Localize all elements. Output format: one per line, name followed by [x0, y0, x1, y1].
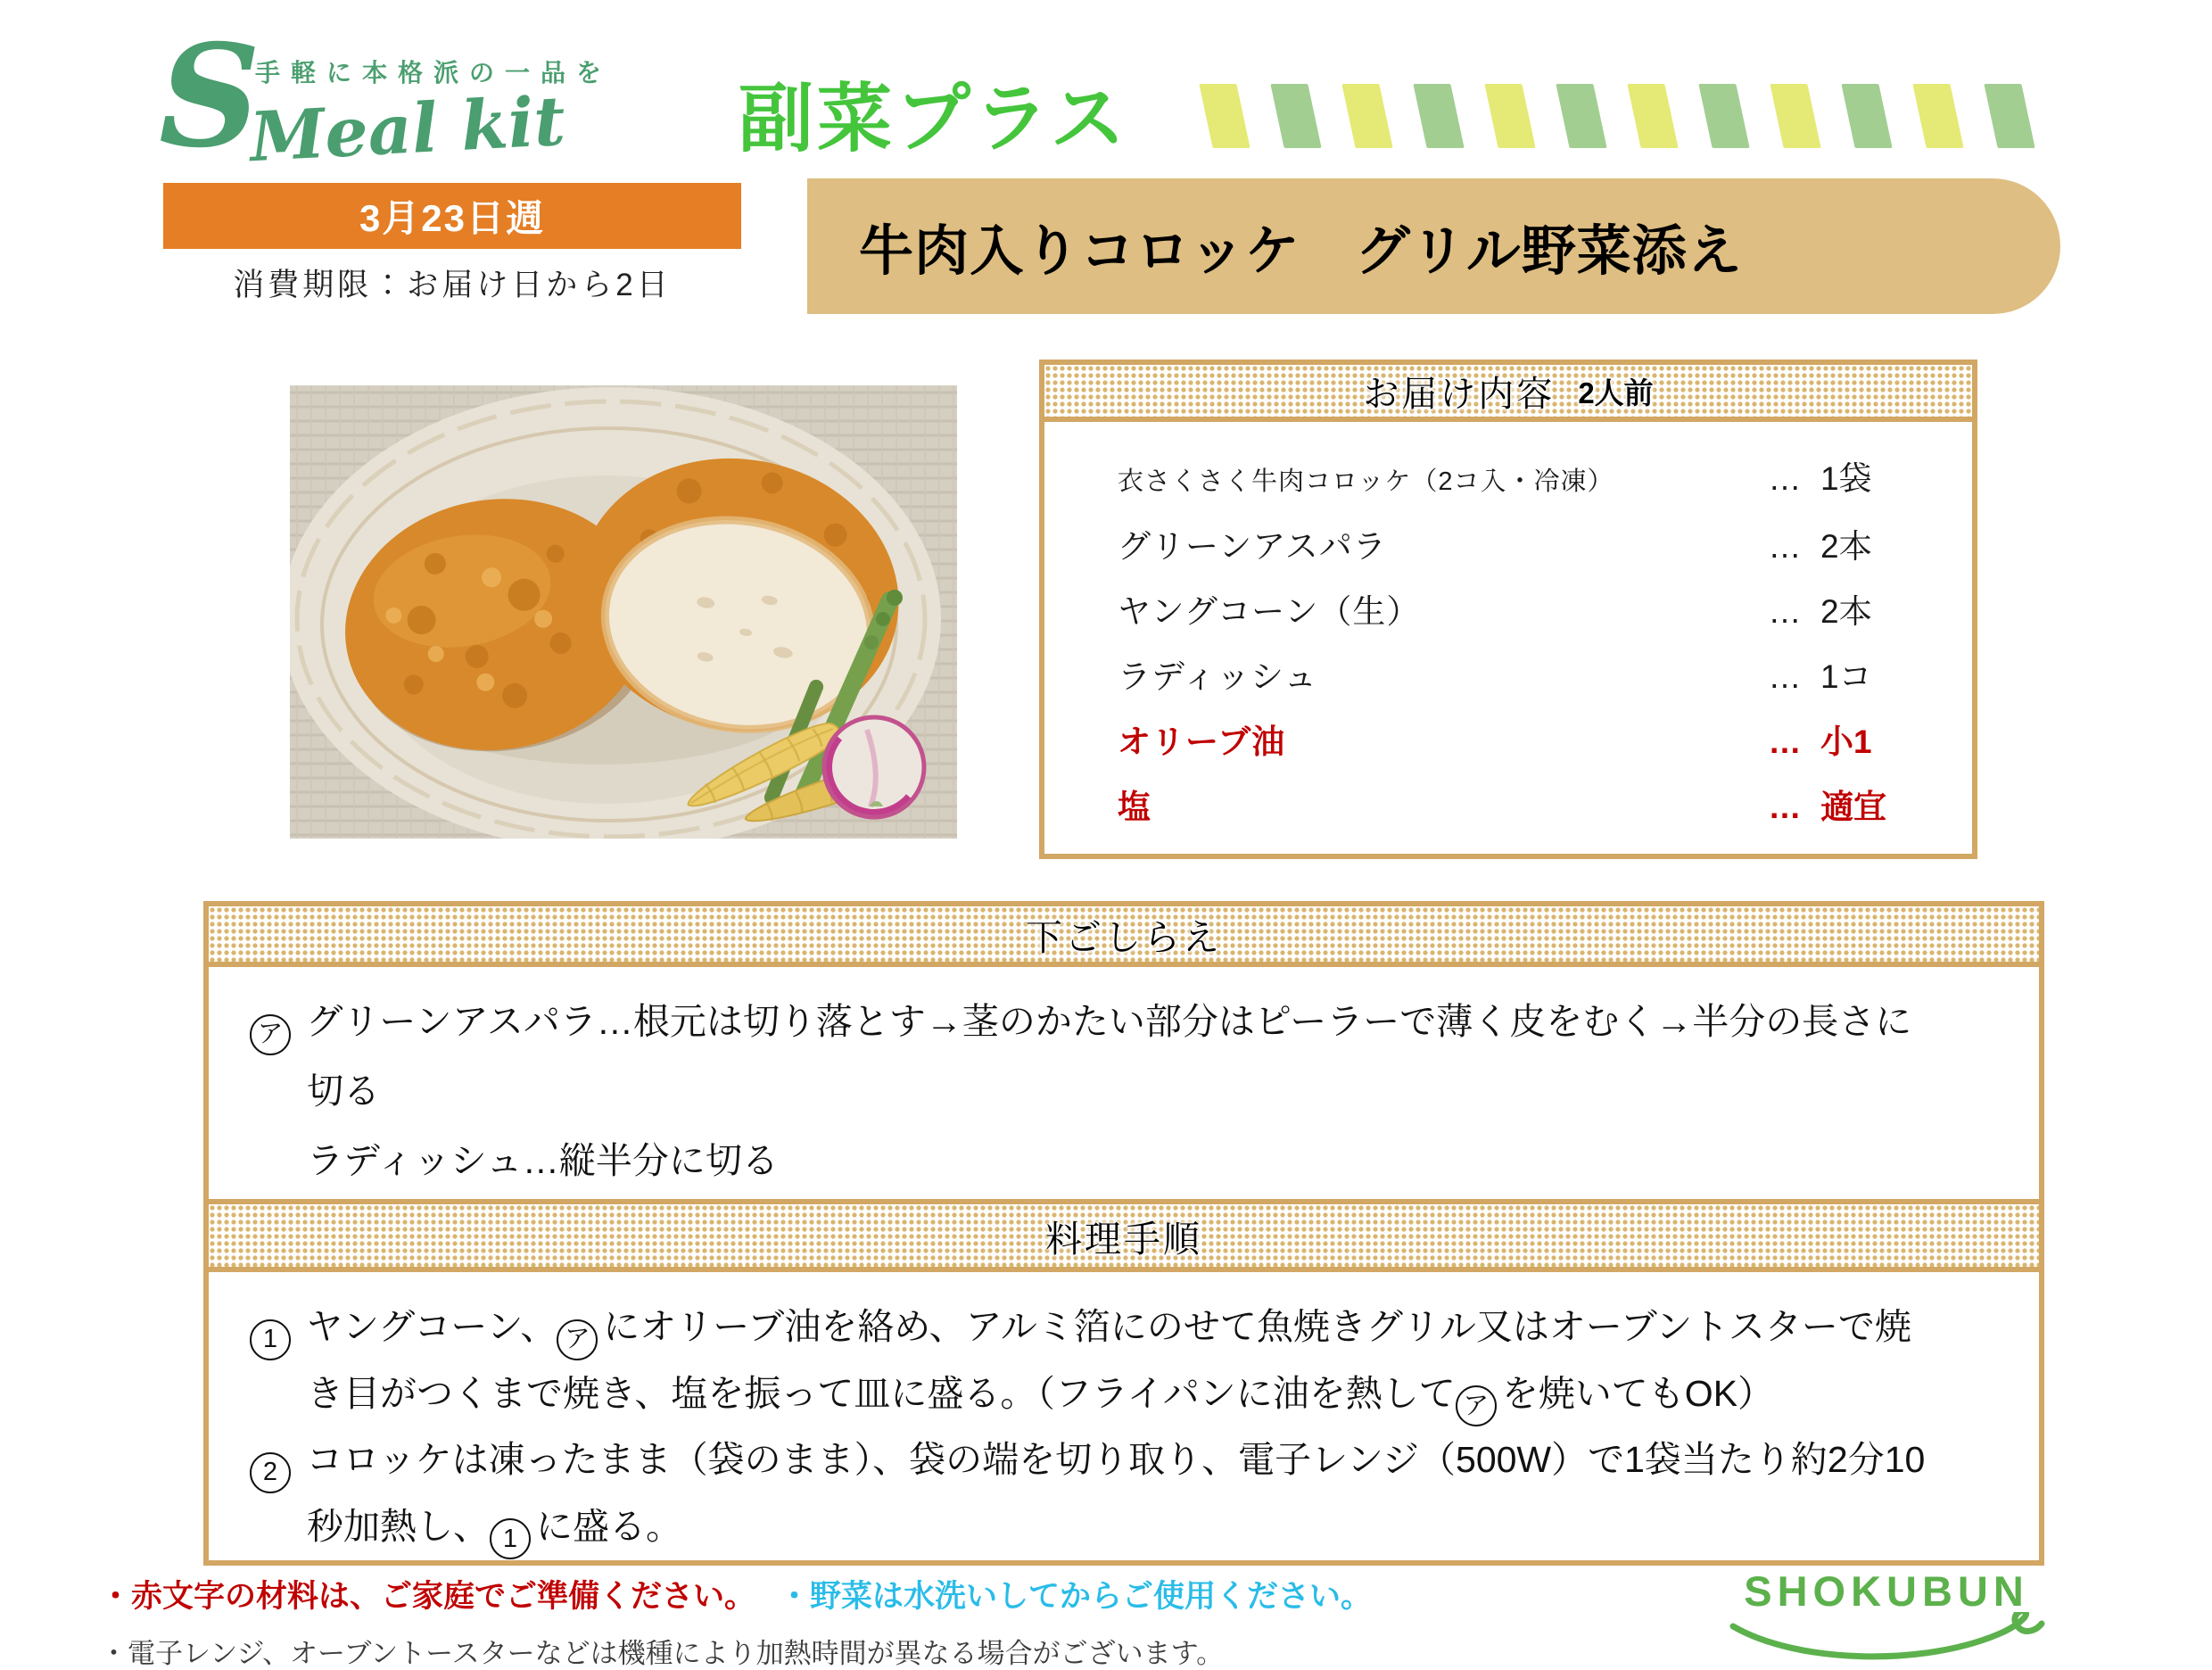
shokubun-logo-text: SHOKUBUN [1744, 1567, 2029, 1615]
circled-a-icon: ア [250, 1014, 291, 1055]
item-leader: … [1768, 460, 1802, 497]
delivery-contents-box [1039, 360, 1977, 859]
step-line: 秒加熱し、 1 に盛る。 [250, 1493, 2007, 1560]
circled-2-icon: 2 [250, 1452, 291, 1493]
stripe [1413, 84, 1464, 148]
item-name: オリーブ油 [1118, 723, 1286, 760]
prep-line: 切る [307, 1071, 380, 1112]
circled-a-icon: ア [1456, 1385, 1497, 1426]
item-name: グリーンアスパラ [1118, 528, 1387, 565]
item-name: 塩 [1118, 789, 1151, 825]
item-leader: … [1768, 789, 1802, 825]
recipe-title-bar [807, 178, 2060, 314]
delivery-header [1044, 365, 1972, 422]
note-gray-appliance: ・電子レンジ、オーブントースターなどは機種により加熱時間が異なる場合がございます。 [100, 1638, 1225, 1669]
week-banner: 3月23日週 [163, 183, 741, 249]
circled-a-icon: ア [557, 1319, 598, 1360]
stripe [1770, 84, 1820, 148]
step-line: き目がつくまで焼き、塩を振って皿に盛る。（フライパンに油を熱して ア を焼いてもOK） [250, 1360, 2007, 1427]
item-leader: … [1768, 658, 1802, 695]
category-title: 副菜プラス [739, 77, 1129, 161]
item-qty: 1袋 [1820, 460, 1872, 497]
item-qty: 小1 [1820, 723, 1872, 760]
stripe [1556, 84, 1606, 148]
item-leader: … [1768, 593, 1802, 630]
shokubun-swoosh-icon [1726, 1612, 2047, 1669]
item-qty: 2本 [1820, 593, 1872, 630]
step-line: 2 コロッケは凍ったまま（袋のまま）、袋の端を切り取り、電子レンジ（500W）で1袋当たり約2分10 [250, 1426, 2007, 1493]
logo-tagline: 手軽に本格派の一品を [255, 59, 613, 87]
meal-kit-logo [159, 14, 739, 186]
stripe [1199, 84, 1250, 148]
delivery-item [1118, 459, 1954, 501]
footer-notes [100, 1572, 1372, 1616]
prep-header-label: 下ごしらえ [1026, 916, 1222, 958]
delivery-item [1118, 592, 1954, 632]
stripe [1912, 84, 1963, 148]
item-leader: … [1768, 723, 1802, 760]
item-name: ヤングコーン（生） [1118, 593, 1421, 630]
item-qty: 1コ [1820, 658, 1872, 695]
note-blue-wash-vegetables: ・野菜は水洗いしてからご使用ください。 [779, 1579, 1373, 1614]
prep-line: ア グリーンアスパラ…根元は切り落とす→茎のかたい部分はピーラーで薄く皮をむく→半分の長さに [250, 987, 2007, 1056]
steps-header [209, 1199, 2039, 1272]
servings-label: 2人前 [1578, 376, 1654, 409]
recipe-title: 牛肉入りコロッケ グリル野菜添え [859, 219, 1743, 281]
delivery-item-home-prepared [1118, 723, 1954, 762]
stripe [1484, 84, 1535, 148]
circled-1-icon: 1 [250, 1319, 291, 1360]
delivery-item [1118, 657, 1954, 697]
instructions-box [203, 901, 2044, 1566]
stripe [1341, 84, 1392, 148]
step-line: 1 ヤングコーン、 ア にオリーブ油を絡め、アルミ箔にのせて魚焼きグリル又はオーブントスターで焼 [250, 1294, 2007, 1360]
stripe [1627, 84, 1678, 148]
prep-header [209, 906, 2039, 967]
logo-s-initial: S [159, 14, 261, 179]
stripes-decoration [1206, 84, 2028, 148]
item-qty: 適宜 [1820, 789, 1886, 825]
steps-header-label: 料理手順 [1045, 1218, 1202, 1260]
circled-1-icon: 1 [490, 1518, 531, 1559]
item-name: ラディッシュ [1118, 658, 1318, 695]
note-red-ingredients: ・赤文字の材料は、ご家庭でご準備ください。 [100, 1579, 756, 1614]
stripe [1698, 84, 1749, 148]
stripe [1841, 84, 1892, 148]
item-qty: 2本 [1820, 528, 1872, 565]
steps-body [209, 1272, 2039, 1559]
stripe [1984, 84, 2035, 148]
stripe [1270, 84, 1321, 148]
logo-script-text: Meal kit [247, 80, 567, 178]
item-name: 衣さくさく牛肉コロッケ（2コ入・冷凍） [1118, 467, 1614, 496]
dish-photo [290, 385, 957, 839]
delivery-items [1044, 422, 1972, 827]
delivery-item [1118, 527, 1954, 566]
delivery-item-home-prepared [1118, 788, 1954, 827]
prep-body [209, 967, 2039, 1199]
shokubun-logo [1721, 1567, 2051, 1669]
expiry-note: 消費期限：お届け日から2日 [233, 268, 672, 302]
delivery-header-label: お届け内容 [1363, 374, 1556, 414]
prep-line: ラディッシュ…縦半分に切る [307, 1140, 779, 1181]
item-leader: … [1768, 528, 1802, 565]
